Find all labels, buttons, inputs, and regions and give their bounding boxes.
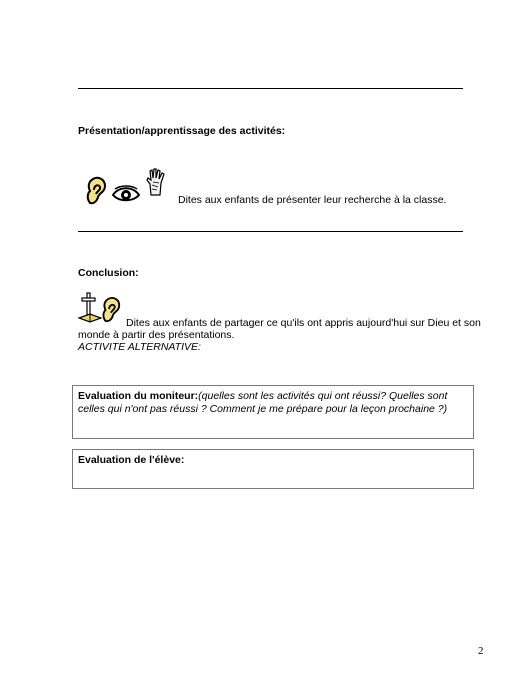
evaluation-eleve-label: Evaluation de l'élève:: [78, 454, 185, 466]
evaluation-moniteur-box[interactable]: [72, 385, 474, 439]
presentation-instruction: Dites aux enfants de présenter leur recherche à la classe.: [178, 194, 447, 206]
evaluation-moniteur-question-2: celles qui n'ont pas réussi ? Comment je me prépare pour la leçon prochaine ?): [78, 403, 448, 415]
ear-icon: [100, 296, 122, 324]
activite-alternative-label: ACTIVITE ALTERNATIVE:: [78, 341, 201, 353]
evaluation-moniteur-text: [78, 390, 469, 416]
conclusion-line1: Dites aux enfants de partager ce qu'ils ont appris aujourd'hui sur Dieu et son: [126, 317, 481, 329]
top-rule: [78, 88, 463, 89]
page-number: 2: [478, 645, 484, 657]
eye-icon: [112, 185, 140, 203]
evaluation-eleve-text: [78, 454, 469, 467]
evaluation-moniteur-label: Evaluation du moniteur:: [78, 390, 199, 402]
conclusion-heading: Conclusion:: [78, 267, 139, 279]
hand-icon: [145, 168, 167, 196]
evaluation-eleve-box[interactable]: [72, 449, 474, 489]
middle-rule: [78, 231, 463, 232]
evaluation-moniteur-question: (quelles sont les activités qui ont réussi? Quelles sont: [198, 390, 448, 402]
cross-bible-icon: [78, 292, 102, 324]
presentation-heading: Présentation/apprentissage des activités:: [78, 125, 286, 137]
ear-icon: [84, 176, 108, 206]
conclusion-line2: monde à partir des présentations.: [78, 329, 235, 341]
